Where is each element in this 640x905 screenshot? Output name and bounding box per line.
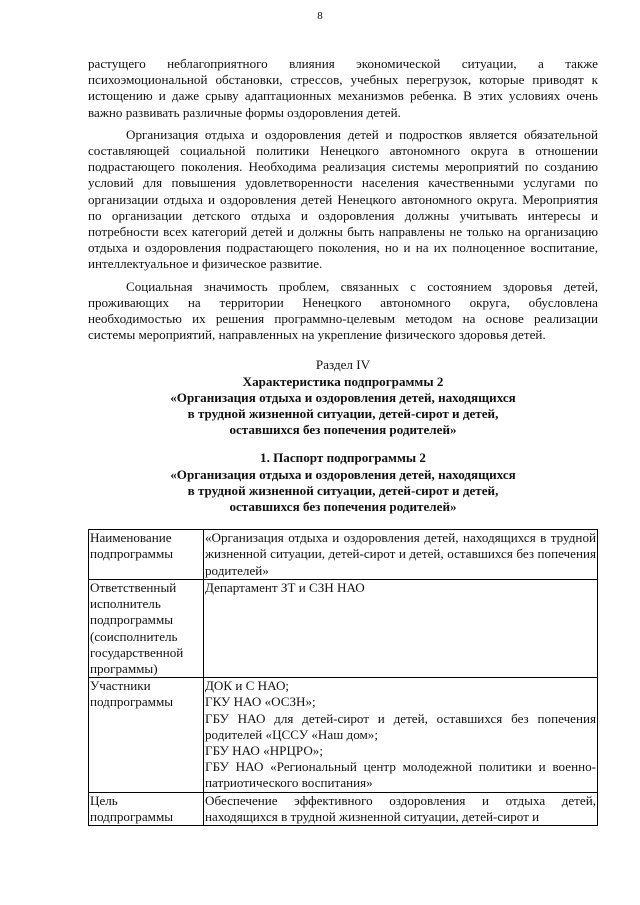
- section-label: Раздел IV: [315, 357, 371, 373]
- row-label: Наименование подпрограммы: [89, 530, 204, 580]
- row-label: Ответственный исполнитель подпрограммы (соисполнитель государственной программы): [89, 579, 204, 677]
- row-value-line: ГБУ НАО «НРЦРО»;: [205, 742, 323, 758]
- page-number: 8: [317, 10, 323, 22]
- row-value-line: Департамент ЗТ и СЗН НАО: [205, 579, 365, 595]
- section-title: оставшихся без попечения родителей»: [229, 422, 457, 438]
- paragraph: растущего неблагоприятного влияния экономической ситуации, а также психоэмоциональной обстановки, стрессов, учебных перегрузок, которые приводят к истощению и даже срыву адаптационных механизмов ребенка. В этих условиях очень важно развивать различные формы оздоровления детей.: [88, 56, 598, 120]
- row-value-line: ГКУ НАО «ОСЗН»;: [205, 694, 316, 710]
- row-value-line: ДОК и С НАО;: [205, 678, 290, 694]
- table-row: [89, 792, 598, 825]
- row-value: [204, 530, 598, 580]
- passport-heading: 1. Паспорт подпрограммы 2: [260, 450, 426, 466]
- section-title: в трудной жизненной ситуации, детей-сирот и детей,: [187, 406, 499, 422]
- row-value-line: ГБУ НАО «Региональный центр молодежной политики и военно-патриотического воспитания»: [205, 759, 596, 791]
- passport-heading: оставшихся без попечения родителей»: [229, 499, 457, 515]
- table-row: [89, 530, 598, 580]
- row-label: Участники подпрограммы: [89, 678, 204, 792]
- section-title: Характеристика подпрограммы 2: [242, 373, 444, 389]
- row-value: [204, 678, 598, 792]
- row-value-line: Обеспечение эффективного оздоровления и отдыха детей, находящихся в трудной жизненной ситуации, детей-сирот и: [205, 792, 596, 824]
- table-row: [89, 579, 598, 677]
- row-value-line: «Организация отдыха и оздоровления детей, находящихся в трудной жизненной ситуации, детей-сирот и детей, оставшихся без попечения родителей»: [205, 530, 596, 578]
- section-title: «Организация отдыха и оздоровления детей, находящихся: [170, 389, 516, 405]
- passport-table: [88, 529, 598, 826]
- passport-heading: в трудной жизненной ситуации, детей-сирот и детей,: [187, 482, 499, 498]
- passport-heading: «Организация отдыха и оздоровления детей, находящихся: [170, 466, 516, 482]
- row-value: [204, 579, 598, 677]
- table-row: [89, 678, 598, 792]
- row-value: [204, 792, 598, 825]
- paragraph: Социальная значимость проблем, связанных с состоянием здоровья детей, проживающих на территории Ненецкого автономного округа, обусловлена необходимостью их решения программно-целевым методом на основе реализации системы мероприятий, направленных на укрепление физического здоровья детей.: [88, 278, 598, 343]
- row-value-line: ГБУ НАО для детей-сирот и детей, оставшихся без попечения родителей «ЦССУ «Наш дом»;: [205, 710, 596, 742]
- document-body: [88, 56, 598, 826]
- paragraph: Организация отдыха и оздоровления детей и подростков является обязательной составляющей социальной политики Ненецкого автономного округа в отношении подрастающего поколения. Необходима реализация системы мероприятий по созданию условий для повышения удовлетворенности населения качественными услугами по организации отдыха и оздоровления детей Ненецкого автономного округа. Мероприятия по организации детского отдыха и оздоровления должны учитывать интересы и потребности всех категорий детей и должны быть направлены не только на организацию отдыха и оздоровления подрастающего поколения, но и на их полноценное воспитание, интеллектуальное и физическое развитие.: [88, 126, 598, 272]
- row-label: Цель подпрограммы: [89, 792, 204, 825]
